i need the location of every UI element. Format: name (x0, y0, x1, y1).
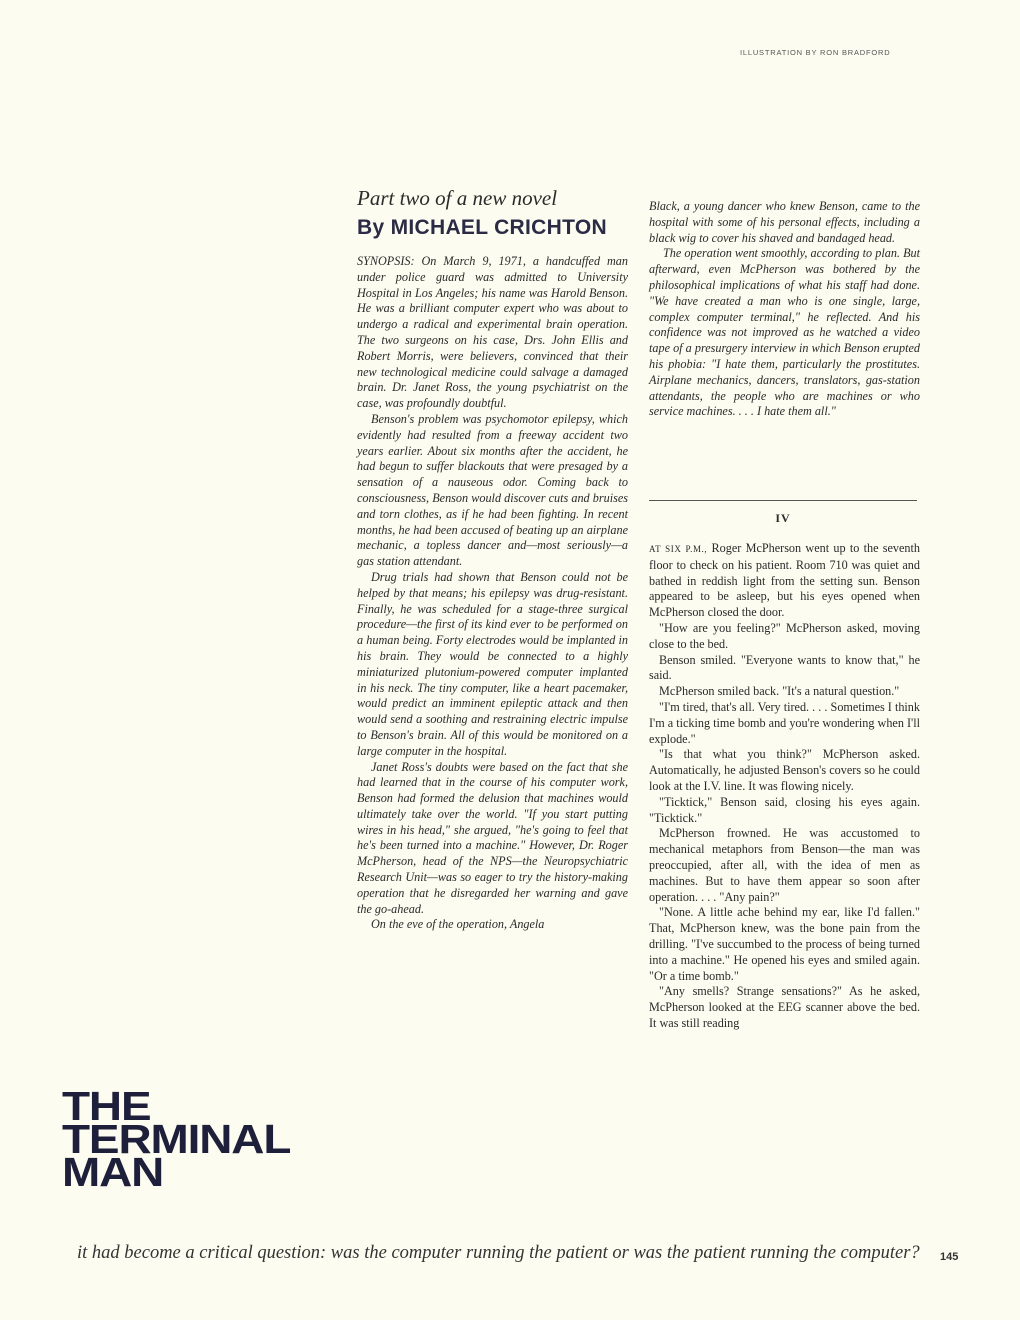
article-subtitle: Part two of a new novel (357, 186, 558, 210)
synopsis-continued-column (649, 199, 920, 420)
story-paragraph: "Ticktick," Benson said, closing his eyes again. "Ticktick." (649, 794, 920, 825)
synopsis-column (357, 254, 628, 1194)
synopsis-paragraph: Janet Ross's doubts were based on the fact that she had learned that in the course of his computer work, Benson had formed the delusion that machines would ultimately take over the world. "If you start putting wires in his head," she argued, "he's going to feel that he's been turned into a machine." However, Dr. Roger McPherson, head of the NPS—the Neuropsychiatric Research Unit—was so eager to try the history-making operation that he disregarded her warning and gave the go-ahead. (357, 759, 628, 916)
chapter-number: IV (775, 511, 791, 525)
section-divider (649, 500, 917, 501)
illustration-credit: ILLUSTRATION BY RON BRADFORD (740, 48, 891, 57)
title-line: THE (62, 1083, 151, 1129)
article-title (62, 1083, 291, 1195)
synopsis-paragraph: SYNOPSIS: On March 9, 1971, a handcuffed man under police guard was admitted to University Hospital in Los Angeles; his name was Harold Benson. He was a brilliant computer expert who was about to undergo a radical and experimental brain operation. The two surgeons on his case, Drs. John Ellis and Robert Morris, were believers, convinced that their new technological medicine could salvage a damaged brain. Dr. Janet Ross, the young psychiatrist on the case, was profoundly doubtful. (357, 254, 628, 411)
article-tagline: it had become a critical question: was the computer running the patient or was the patient running the computer? (77, 1243, 920, 1263)
synopsis-paragraph: Benson's problem was psychomotor epilepsy, which evidently had resulted from a freeway accident two years earlier. About six months after the accident, he had begun to suffer blackouts that were presaged by a sensation of a nauseous odor. Coming back to consciousness, Benson would discover cuts and bruises and torn clothes, as if he had been fighting. In recent months, he had been accused of beating up an airplane mechanic, a topless dancer and—most seriously—a gas station attendant. (357, 411, 628, 569)
story-paragraph: Benson smiled. "Everyone wants to know that," he said. (649, 652, 920, 683)
story-paragraph: "I'm tired, that's all. Very tired. . . . Sometimes I think I'm a ticking time bomb and you're wondering when I'll explode." (649, 699, 920, 746)
synopsis-paragraph: Black, a young dancer who knew Benson, came to the hospital with some of his personal effects, including a black wig to cover his shaved and bandaged head. (649, 199, 920, 245)
story-paragraph: "None. A little ache behind my ear, like I'd fallen." That, McPherson knew, was the bone pain from the drilling. "I've succumbed to the process of being turned into a machine." He opened his eyes and smiled again. "Or a time bomb." (649, 905, 920, 983)
author-byline: By MICHAEL CRICHTON (357, 216, 607, 239)
title-line: TERMINAL (62, 1116, 291, 1162)
story-paragraph: McPherson smiled back. "It's a natural question." (659, 684, 900, 699)
synopsis-paragraph: The operation went smoothly, according to plan. But afterward, even McPherson was bothered by the philosophical implications of what his staff had done. "We have created a man who is one single, large, complex computer terminal," he reflected. And his confidence was not improved as he watched a video tape of a presurgery interview in which Benson erupted his phobia: "I hate them, particularly the prostitutes. Airplane mechanics, dancers, translators, gas-station attendants, the people who are machines or who service machines. . . . I hate them all." (649, 246, 920, 419)
synopsis-paragraph: Drug trials had shown that Benson could not be helped by that means; his epilepsy was drug-resistant. Finally, he was scheduled for a stage-three surgical procedure—the first of its kind ever to be performed on a human being. Forty electrodes would be implanted in his brain. They would be connected to a highly miniaturized plutonium-powered computer implanted in his neck. The tiny computer, like a heart pacemaker, would predict an imminent epileptic attack and then would send a soothing and restraining electric impulse to Benson's brain. All of this would be monitored on a large computer in the hospital. (357, 569, 628, 758)
page-number: 145 (940, 1251, 959, 1263)
story-paragraph: "Any smells? Strange sensations?" As he asked, McPherson looked at the EEG scanner above the bed. It was still reading (649, 984, 920, 1030)
synopsis-paragraph: On the eve of the operation, Angela (371, 917, 545, 932)
story-opening-text: Roger McPherson went up to the seventh floor to check on his patient. Room 710 was quiet and bathed in reddish light from the setting sun. Benson appeared to be asleep, but his eyes opened when McPherson closed the door. (649, 541, 920, 620)
story-paragraph (649, 541, 920, 621)
story-paragraph: McPherson frowned. He was accustomed to mechanical metaphors from Benson—the man was preoccupied, after all, with the idea of men as machines. But to have them appear so soon after operation. . . . "Any pain?" (649, 826, 920, 904)
story-column (649, 541, 920, 1032)
story-paragraph: "How are you feeling?" McPherson asked, moving close to the bed. (649, 620, 920, 651)
story-paragraph: "Is that what you think?" McPherson asked. Automatically, he adjusted Benson's covers so he could look at the I.V. line. It was flowing nicely. (649, 747, 920, 793)
title-line: MAN (62, 1149, 164, 1195)
story-lead-smallcaps: AT SIX P.M., (649, 544, 708, 554)
